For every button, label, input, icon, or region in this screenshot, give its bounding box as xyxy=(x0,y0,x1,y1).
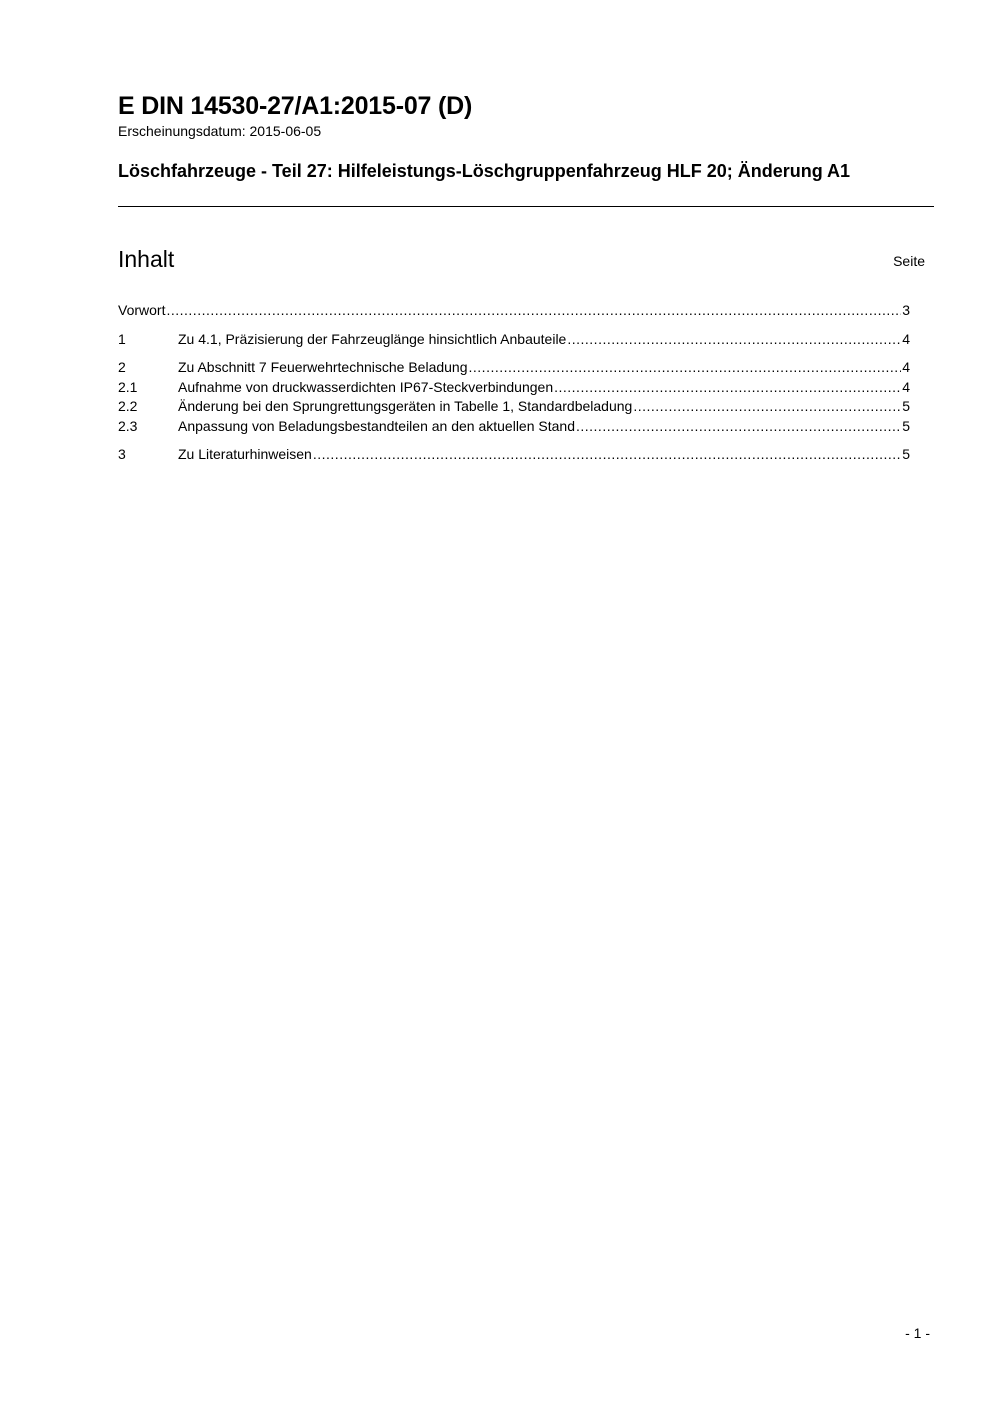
document-title: Löschfahrzeuge - Teil 27: Hilfeleistungs-Löschgruppenfahrzeug HLF 20; Änderung A1 xyxy=(118,161,851,181)
toc-entry-page: 4 xyxy=(902,359,910,375)
toc-entry-page: 3 xyxy=(902,302,910,318)
toc-entry-page: 4 xyxy=(902,330,910,347)
toc-entry-number: 2 xyxy=(118,359,126,375)
table-of-contents xyxy=(118,302,910,466)
toc-entry-number: 3 xyxy=(118,446,126,462)
toc-entry-2-1[interactable] xyxy=(118,379,910,399)
toc-entry-3[interactable] xyxy=(118,446,910,466)
toc-entry-text: Vorwort xyxy=(118,302,166,318)
toc-entry-text: Zu 4.1, Präzisierung der Fahrzeuglänge hinsichtlich Anbauteile xyxy=(178,330,567,347)
toc-entry-text: Änderung bei den Sprungrettungsgeräten in Tabelle 1, Standardbeladung xyxy=(178,398,633,414)
toc-entry-text: Zu Abschnitt 7 Feuerwehrtechnische Beladung xyxy=(178,359,468,375)
toc-entry-2-3[interactable] xyxy=(118,418,910,438)
toc-entry-page: 5 xyxy=(902,417,910,434)
toc-entry-text: Aufnahme von druckwasserdichten IP67-Steckverbindungen xyxy=(178,378,554,395)
toc-entry-page: 4 xyxy=(902,378,910,395)
toc-heading: Inhalt xyxy=(118,246,175,272)
toc-entry-number: 2.1 xyxy=(118,378,138,395)
toc-entry-vorwort[interactable] xyxy=(118,302,910,322)
document-number: E DIN 14530-27/A1:2015-07 (D) xyxy=(118,92,473,120)
toc-leader-dots xyxy=(633,398,901,414)
page-number: - 1 - xyxy=(905,1325,930,1341)
toc-entry-number: 1 xyxy=(118,330,126,347)
toc-entry-text: Zu Literaturhinweisen xyxy=(178,446,312,462)
toc-leader-dots xyxy=(576,418,901,434)
toc-entry-1[interactable] xyxy=(118,331,910,351)
toc-leader-dots xyxy=(469,359,902,375)
toc-entry-number: 2.2 xyxy=(118,398,138,414)
toc-entry-page: 5 xyxy=(902,398,910,414)
toc-entry-page: 5 xyxy=(902,446,910,462)
toc-entry-2[interactable] xyxy=(118,359,910,379)
toc-leader-dots xyxy=(567,331,901,347)
title-rule xyxy=(118,206,934,207)
toc-leader-dots xyxy=(313,446,901,462)
toc-page-column-label: Seite xyxy=(893,253,925,269)
toc-entry-text: Anpassung von Beladungsbestandteilen an den aktuellen Stand xyxy=(178,417,575,434)
toc-leader-dots xyxy=(554,379,901,395)
publication-date: Erscheinungsdatum: 2015-06-05 xyxy=(118,123,322,139)
toc-leader-dots xyxy=(166,302,901,318)
toc-entry-2-2[interactable] xyxy=(118,398,910,418)
toc-entry-number: 2.3 xyxy=(118,417,138,434)
